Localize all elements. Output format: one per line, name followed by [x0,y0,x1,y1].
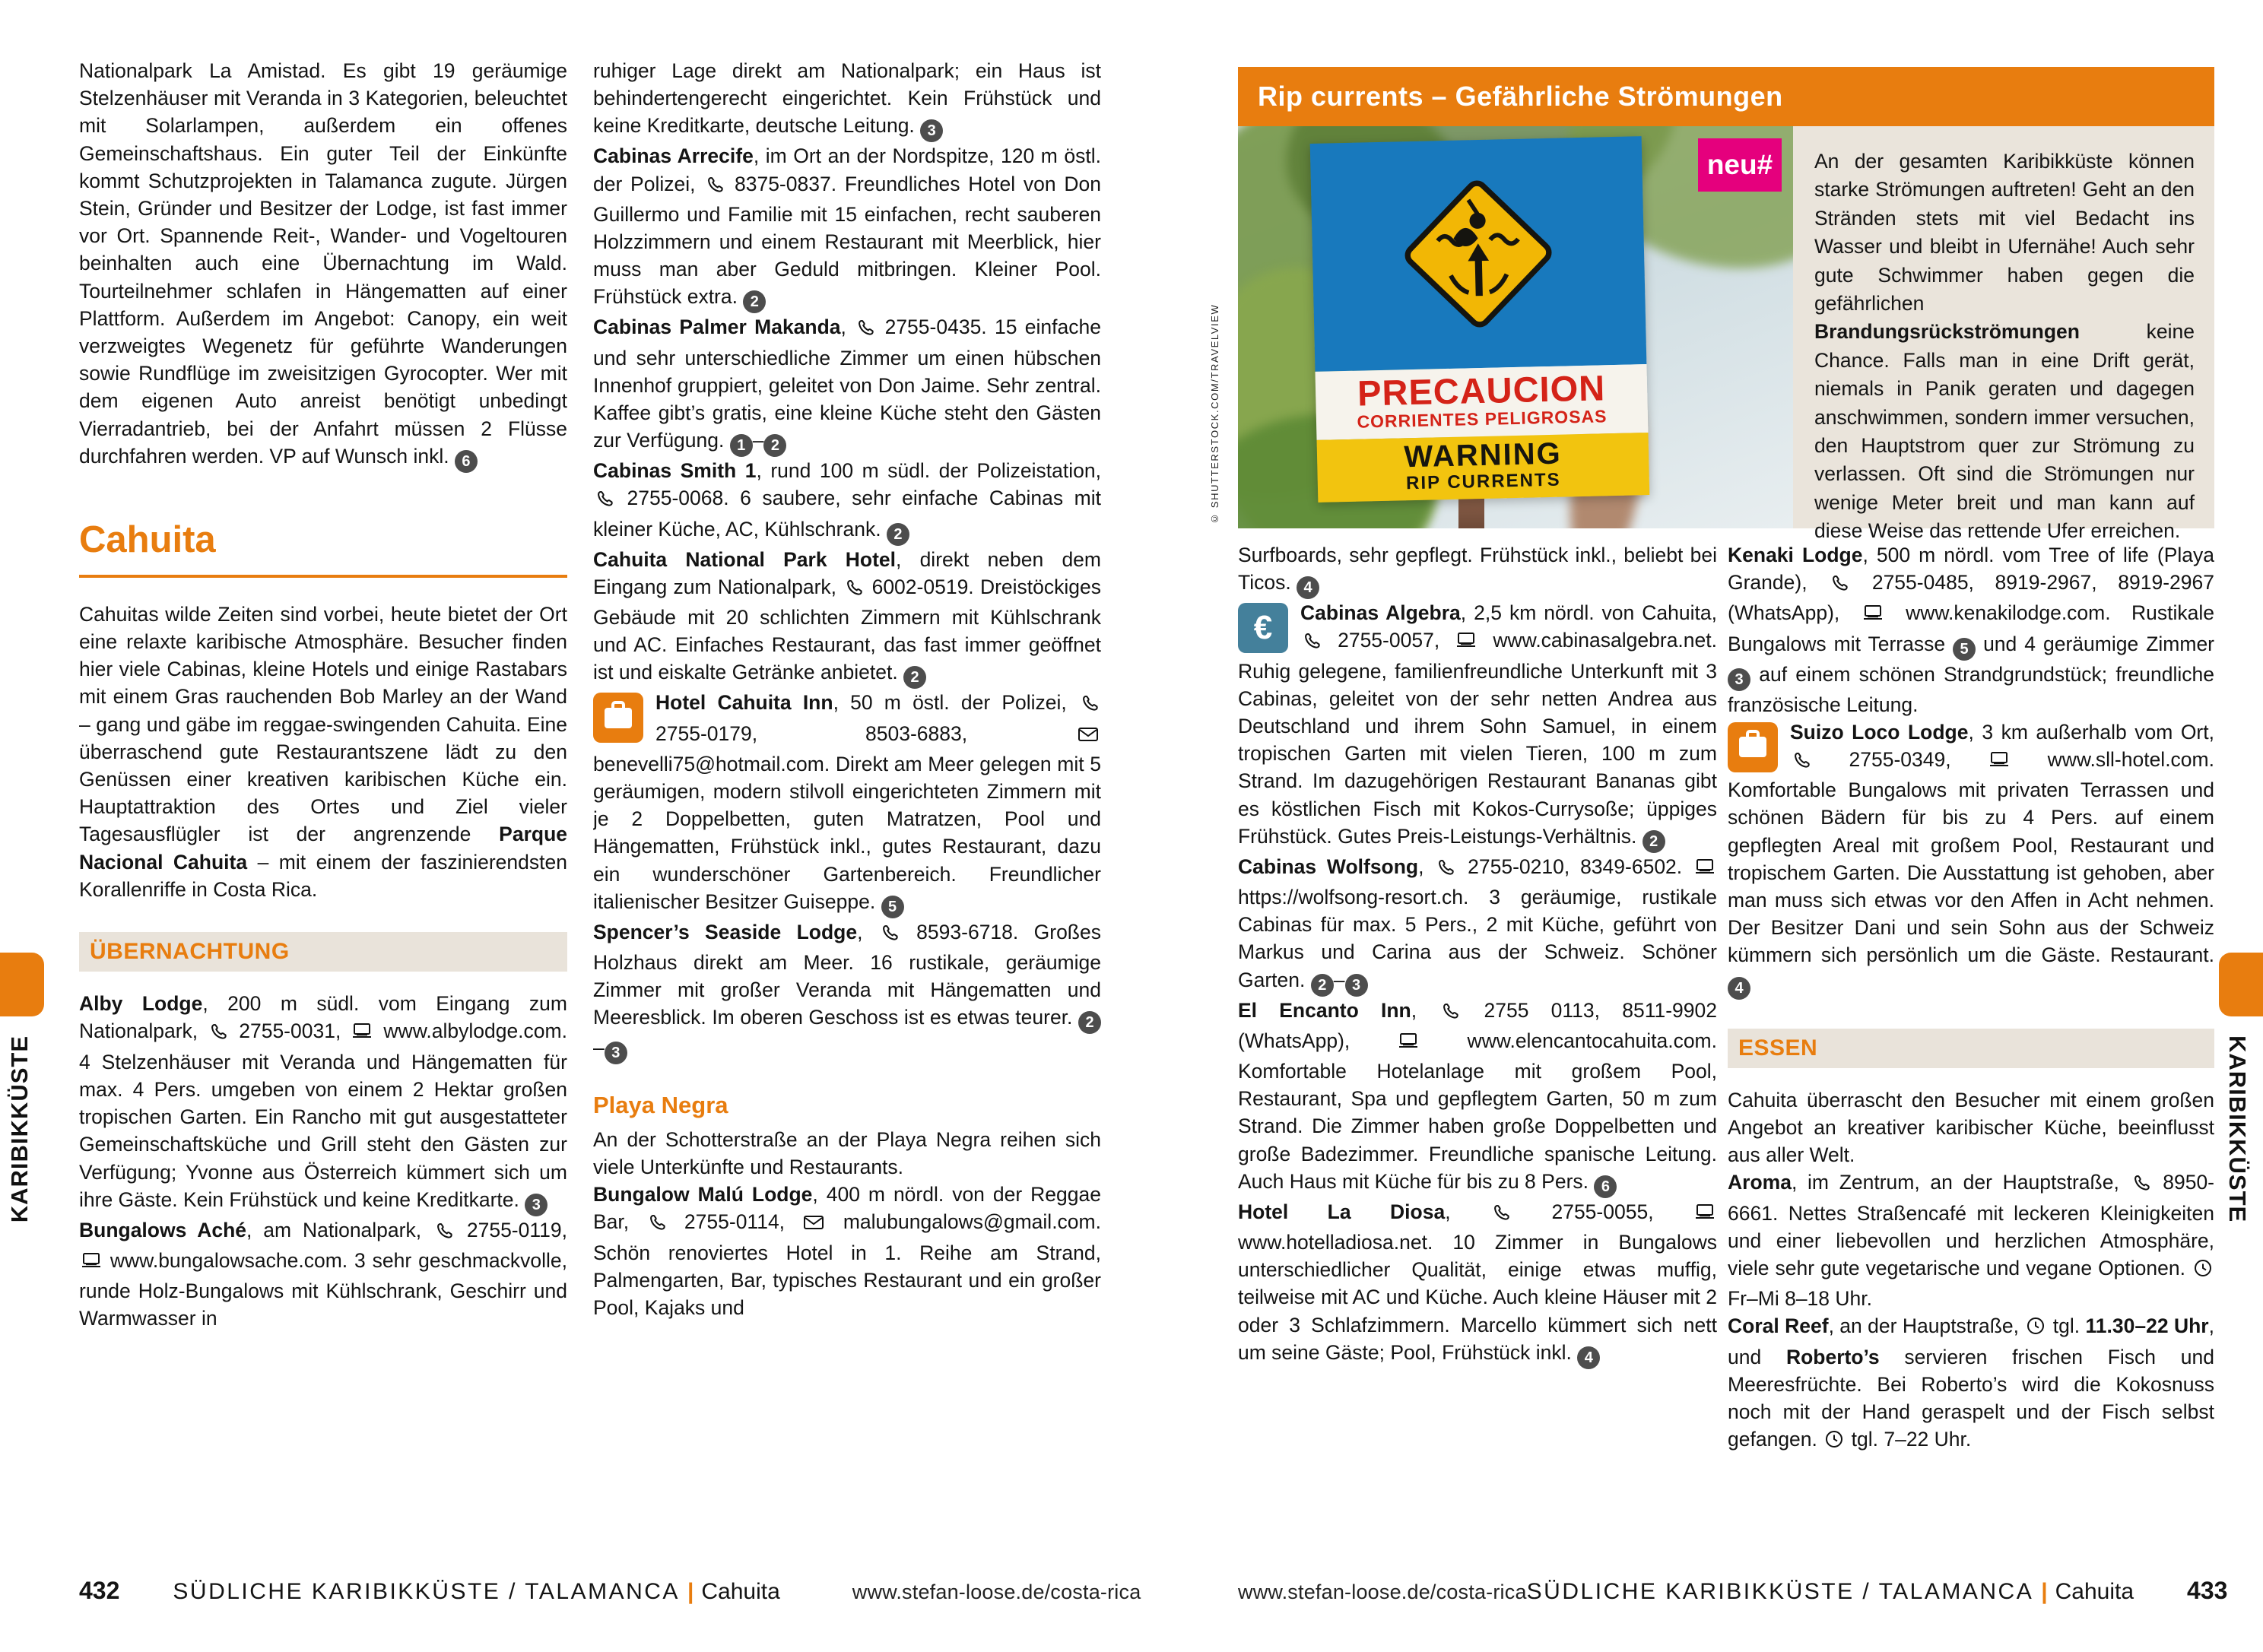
right-page-column-2 [1728,541,2214,1564]
phone-icon [1830,572,1849,599]
clock-icon [1824,1428,1844,1456]
web-icon [1694,856,1716,883]
price-category-badge: 2 [743,290,766,313]
chapter-tab-marker [2219,953,2263,1016]
breadcrumb-separator: | [687,1579,694,1604]
warning-sign-english-panel [1317,433,1650,503]
sign-post [1458,497,1484,528]
price-category-badge: 2 [1311,974,1334,997]
price-category-badge: 1 [730,434,753,457]
entry-paragraph: Cahuita National Park Hotel, direkt neben dem Eingang zum Nationalpark, 6002-0519. Dreistöckiges Gebäude mit 20 schlichten Zimmern mit Kühlschrank und AC. Einfaches Restaurant, das fast immer geöffnet ist und eiskalte Getränke anbietet. 2 [593,546,1101,690]
web-icon [1694,1201,1716,1229]
entry-paragraph: El Encanto Inn, 2755 0113, 8511-9902 (WhatsApp), www.elencantocahuita.com. Komfortable Hotelanlage mit großem Pool, Restaurant, Spa und gepflegtem Garten, 50 m zum Strand. Die Zimmer haben große Doppelbetten und große Badezimmer. Freundliche spanische Leitung. Auch Haus mit Küche für bis zu 8 Pers. 6 [1238,997,1717,1198]
entry-paragraph: Hotel La Diosa, 2755-0055, www.hotelladiosa.net. 10 Zimmer in Bungalows unterschiedlicher Qualität, einige etwas muffig, teilweise mit AC und Küche. Auch kleine Häuser mit 2 oder 3 Schlafzimmern. Marcello kümmert sich nett um seine Gäste; Pool, Frühstück inkl. 4 [1238,1198,1717,1369]
price-category-badge: 3 [1728,668,1750,691]
sign-text-precaucion: PRECAUCION [1357,367,1606,414]
entry-paragraph: Cabinas Palmer Makanda, 2755-0435. 15 einfache und sehr unterschiedliche Zimmer um einen hübschen Innenhof gruppiert, geleitet von Don Jaime. Sehr zentral. Kaffee gibt’s gratis, eine kleine Küche steht den Gästen zur Verfügung. 1 – 2 [593,313,1101,457]
sign-text-rip-currents: RIP CURRENTS [1405,469,1561,494]
phone-icon [595,487,614,515]
chapter-tab-label: KARIBIKKÜSTE [2224,1035,2251,1223]
breadcrumb: SÜDLICHE KARIBIKKÜSTE / TALAMANCA [1526,1579,2034,1604]
price-category-badge: 3 [605,1042,627,1064]
phone-icon [1440,1000,1460,1027]
entry-paragraph: ruhiger Lage direkt am Nationalpark; ein Haus ist behindertengerecht eingerichtet. Kein Frühstück und keine Kreditkarte, deutsche Leitung. 3 [593,57,1101,142]
price-category-badge: 2 [887,523,909,546]
entry-paragraph: Cahuitas wilde Zeiten sind vorbei, heute bietet der Ort eine relaxte karibische Atmosphäre. Besucher finden hier viele Cabinas, kleine Hotels und einige Rastabars mit einem Gras rauchenden Bob Marley an der Wand – gang und gäbe im reggae-swingenden Cahuita. Eine überraschend gute Restaurantszene lädt zu den Genüssen einer kreativen karibischen Küche ein. Hauptattraktion des Ortes und Ziel vieler Tagesausflügler ist der angrenzende Parque Nacional Cahuita – mit einem der faszinierendsten Korallenriffe in Costa Rica. [79,602,567,901]
clock-icon [2026,1315,2046,1343]
price-category-badge: 2 [763,434,786,457]
publisher-url: www.stefan-loose.de/costa-rica [852,1581,1141,1603]
entry-paragraph: Spencer’s Seaside Lodge, 8593-6718. Großes Holzhaus direkt am Meer. 16 rustikale, geräumige Zimmer mit großer Veranda mit Hängematten und Meeresblick. Im oberen Geschoss ist es etwas teurer. 2– 3 [593,918,1101,1065]
entry-paragraph: Kenaki Lodge, 500 m nördl. vom Tree of life (Playa Grande), 2755-0485, 8919-2967, 8919-2967 (WhatsApp), www.kenakilodge.com. Rustikale Bungalows mit Terrasse 5 und 4 geräumige Zimmer 3 auf einem schönen Strandgrundstück; freundliche französische Leitung. [1728,544,2214,716]
price-category-badge: 6 [455,450,478,473]
entry-paragraph: Cabinas Smith 1, rund 100 m südl. der Polizeistation, 2755-0068. 6 saubere, sehr einfache Cabinas mit kleiner Küche, AC, Kühlschrank. 2 [593,457,1101,545]
new-badge: neu# [1698,138,1782,192]
phone-icon [1436,856,1455,883]
category-band-heading: ESSEN [1728,1029,2214,1068]
price-category-badge: 3 [525,1194,548,1216]
entry-paragraph: Bungalow Malú Lodge, 400 m nördl. von der Reggae Bar, 2755-0114, malubungalows@gmail.com. Schön renoviertes Hotel in 1. Reihe am Strand, Palmengarten, Bar, typisches Restaurant und ein großer Pool, Kajaks und [593,1183,1101,1319]
entry-paragraph: Cahuita überrascht den Besucher mit einem großen Angebot an kreativer karibischer Küche, beeinflusst aus aller Welt. [1728,1088,2214,1167]
entry-paragraph: Suizo Loco Lodge, 3 km außerhalb vom Ort, 2755-0349, www.sll-hotel.com. Komfortable Bungalows mit privaten Terrassen und schönen Bädern für bis zu 4 Pers. auf einem gepflegten Areal mit großem Pool, Restaurant und tropischem Garten. Die Ausstattung ist gehoben, aber man muss sich etwas vor den Affen in Acht nehmen. Der Besitzer Dani und sein Sohn aus der Schweiz kümmern sich persönlich um die Gäste. Restaurant. 4 [1728,718,2214,1000]
phone-icon [647,1211,667,1238]
entry-paragraph: Alby Lodge, 200 m südl. vom Eingang zum Nationalpark, 2755-0031, www.albylodge.com. 4 Stelzenhäuser mit Veranda und Hängematten für max. 4 Pers. umgeben von einem 2 Hektar großen tropischen Garten. Ein Rancho mit gut ausgestatteter Gemeinschaftsküche und Grill steht den Gästen zur Verfügung; Yvonne aus Österreich kümmert sich um ihre Gäste. Kein Frühstück und keine Kreditkarte. 3 [79,990,567,1216]
price-category-badge: 2 [903,666,926,689]
phone-icon [1792,749,1811,776]
entry-paragraph: Aroma, im Zentrum, an der Hauptstraße, 8950-6661. Nettes Straßencafé mit leckeren Kleinigkeiten und einer liebevollen und herzlichen Atmosphäre, viele sehr gute vegetarische und vegane Optionen. Fr–Mi 8–18 Uhr. [1728,1171,2214,1311]
web-icon [351,1020,373,1048]
footer-right [1238,1577,2228,1605]
price-category-badge: 4 [1728,977,1750,1000]
chapter-tab-label: KARIBIKKÜSTE [6,1035,33,1223]
infobox-title-bar [1238,67,2214,126]
sign-text-warning: WARNING [1403,436,1563,474]
sign-text-corrientes: CORRIENTES PELIGROSAS [1357,406,1608,432]
warning-sign-pictogram-panel [1310,136,1647,372]
phone-icon [2131,1172,2151,1199]
entry-paragraph: Hotel Cahuita Inn, 50 m östl. der Polizei, 2755-0179, 8503-6883, benevelli75@hotmail.com. Direkt am Meer gelegen mit 5 geräumigen, modern stilvoll eingerichteten Zimmern mit je 2 Doppelbetten, guten Matratzen, Pool und Hängematten, Frühstück inkl., gutes Restaurant, dazu ein wunderschöner Gartenbereich. Freundlicher italienischer Besitzer Guiseppe. 5 [593,689,1101,918]
entry-paragraph: Cabinas Arrecife, im Ort an der Nordspitze, 120 m östl. der Polizei, 8375-0837. Freundliches Hotel von Don Guillermo und Familie mit 15 einfachen, recht sauberen Holzzimmern und einem Restaurant mit Meerblick, hier muss man aber Geduld mitbringen. Kleiner Pool. Frühstück extra. 2 [593,142,1101,313]
price-category-badge: 3 [920,119,943,142]
warning-sign-spanish-panel [1316,364,1649,440]
phone-icon [705,173,725,201]
warning-sign [1310,136,1650,503]
infobox-title: Rip currents – Gefährliche Strömungen [1258,81,1783,112]
publisher-url: www.stefan-loose.de/costa-rica [1238,1581,1527,1603]
phone-icon [1491,1201,1511,1229]
web-icon [81,1250,102,1277]
price-category-badge: 4 [1577,1346,1600,1369]
clock-icon [2193,1257,2213,1285]
infobox-text: An der gesamten Karibikküste können starke Strömungen auftreten! Geht an den Stränden stets mit viel Bedacht ins Wasser und bleibt in Ufernähe! Auch sehr gute Schwimmer haben gegen die gefährlichen Brandungsrückströmungen keine Chance. Falls man in eine Drift gerät, niemals in Panik geraten und dagegen anschwimmen, sondern immer versuchen, den Hauptstrom quer zur Strömung zu verlassen. Oft sind die Strömungen nur wenige Meter breit und man kann auf diese Weise das rettende Ufer erreichen. [1793,126,2214,528]
author-tip-suitcase-icon [1728,722,1778,772]
section-heading: Cahuita [79,520,567,578]
rip-current-pictogram [1389,164,1567,343]
breadcrumb: SÜDLICHE KARIBIKKÜSTE / TALAMANCA [173,1579,680,1604]
price-category-badge: 5 [1953,638,1976,661]
entry-paragraph: Nationalpark La Amistad. Es gibt 19 geräumige Stelzenhäuser mit Veranda in 3 Kategorien, beleuchtet mit Solarlampen, außerdem ein offenes Gemeinschaftshaus. Ein guter Teil der Einkünfte kommt Schutzprojekten in Talamanca zugute. Jürgen Stein, Gründer und Besitzer der Lodge, ist fast immer vor Ort. Spannende Reit-, Wander- und Vogeltouren beinhalten auch eine Übernachtung im Wald. Tourteilnehmer schlafen in Hängematten auf einer Plattform. Außerdem im Angebot: Canopy, ein weit verzweigtes Wegenetz für geführte Wanderungen sowie Rundflüge im zweisitzigen Gyrocopter. Wer mit dem eigenen Auto anreist benötigt unbedingt Vierradantrieb, bei der Anfahrt müssen 2 Flüsse durchfahren werden. VP auf Wunsch inkl. 6 [79,57,567,473]
breadcrumb-location: Cahuita [2055,1579,2134,1604]
category-band-heading: ÜBERNACHTUNG [79,932,567,972]
phone-icon [1302,629,1322,657]
author-tip-suitcase-icon [593,693,643,743]
phone-icon [880,921,900,949]
breadcrumb-separator: | [2041,1579,2048,1604]
right-page-column-1 [1238,541,1717,1564]
mail-icon [802,1211,825,1238]
price-category-badge: 5 [881,896,904,918]
entry-paragraph: Bungalows Aché, am Nationalpark, 2755-0119, www.bungalowsache.com. 3 sehr geschmackvolle, runde Holz-Bungalows mit Kühlschrank, Geschirr und Warmwasser in [79,1218,567,1330]
entry-paragraph: An der Schotterstraße an der Playa Negra reihen sich viele Unterkünfte und Restaurants. [593,1127,1101,1178]
web-icon [1988,749,2010,776]
phone-icon [855,316,875,344]
price-category-badge: 3 [1345,974,1368,997]
page-number: 432 [79,1577,120,1604]
phone-icon [434,1219,454,1247]
footer-left [79,1577,1141,1605]
subsection-heading: Playa Negra [593,1092,728,1119]
web-icon [1398,1030,1419,1057]
web-icon [1455,629,1477,657]
phone-icon [1080,692,1100,719]
chapter-tab-marker [0,953,44,1016]
left-page-column-2 [593,57,1101,1570]
phone-icon [844,576,864,604]
entry-paragraph: Coral Reef, an der Hauptstraße, tgl. 11.30–22 Uhr, und Roberto’s servieren frischen Fisch und Meeresfrüchte. Bei Roberto’s wird die Kokosnuss noch mit der Hand geraspelt und der Fisch selbst gefangen. tgl. 7–22 Uhr. [1728,1312,2214,1456]
left-page-column-1 [79,57,567,1570]
page-number: 433 [2187,1577,2228,1604]
price-category-badge: 4 [1297,576,1319,599]
price-category-badge: 2 [1642,830,1665,853]
breadcrumb-location: Cahuita [701,1579,780,1604]
entry-paragraph: € Cabinas Algebra, 2,5 km nördl. von Cahuita, 2755-0057, www.cabinasalgebra.net. Ruhig gelegene, familienfreundliche Unterkunft mit 3 Cabinas, geleitet von der sehr netten Andrea aus Deutschland und ihrem Sohn Samuel, in einem tropischen Garten mit vielen Tieren, 100 m zum Strand. Im dazugehörigen Restaurant Bananas gibt es köstlichen Fisch mit Kokos-Currysoße; üppiges Frühstück. Gutes Preis-Leistungs-Verhältnis. 2 [1238,599,1717,853]
entry-paragraph: Surfboards, sehr gepflegt. Frühstück inkl., beliebt bei Ticos. 4 [1238,541,1717,599]
price-category-badge: 6 [1594,1175,1617,1198]
mail-icon [1077,723,1100,750]
entry-paragraph: Cabinas Wolfsong, 2755-0210, 8349-6502. https://wolfsong-resort.ch. 3 geräumige, rustikale Cabinas für max. 5 Pers., 2 mit Küche, geführt von Markus und Carina aus der Schweiz. Schöner Garten. 2 – 3 [1238,853,1717,997]
photo-credit: © SHUTTERSTOCK.COM/TRAVELVIEW [1209,303,1220,525]
phone-icon [208,1020,228,1048]
price-category-badge: 2 [1078,1011,1101,1034]
web-icon [1862,602,1884,629]
budget-price-icon: € [1238,603,1288,653]
